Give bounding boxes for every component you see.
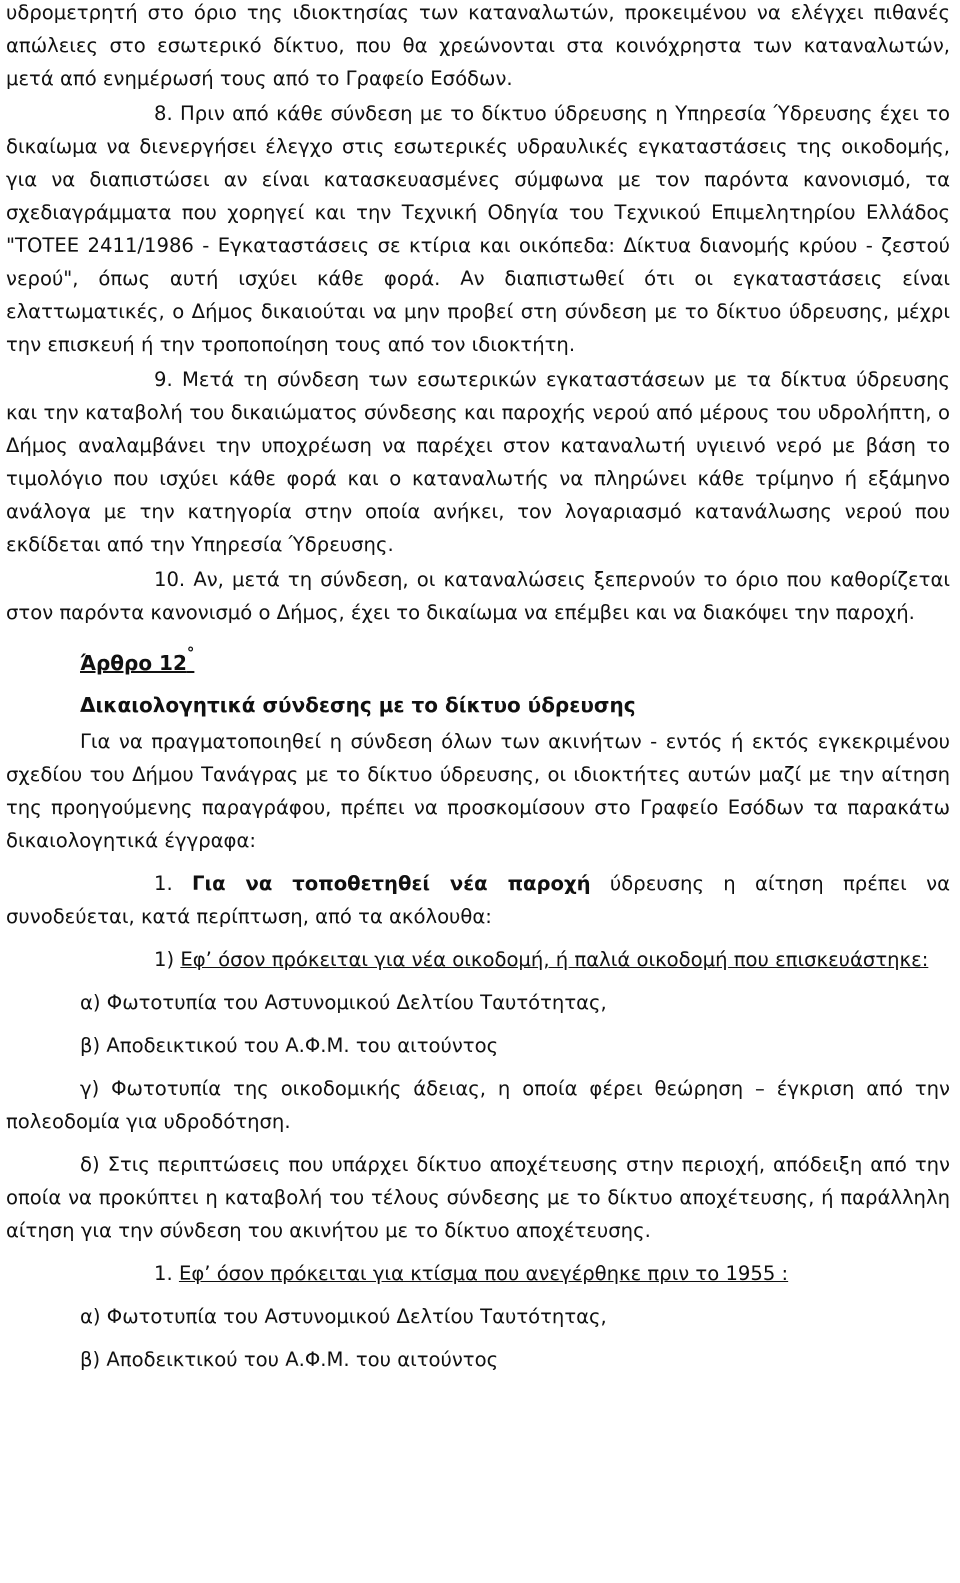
paragraph-9 xyxy=(6,363,950,561)
point-text: ύδρευσης η αίτηση πρέπει να συνοδεύεται, κατά περίπτωση, από τα ακόλουθα: xyxy=(6,872,950,928)
paragraph-8 xyxy=(6,97,950,361)
case-number: 1. xyxy=(154,1262,173,1285)
point-1 xyxy=(6,867,950,933)
paragraph-number: 9. xyxy=(154,368,173,391)
case-number: 1) xyxy=(154,948,175,971)
point-number: 1. xyxy=(154,872,173,895)
list-item: α) Φωτοτυπία του Αστυνομικού Δελτίου Ταυτότητας, xyxy=(80,991,607,1014)
article-subtitle: Δικαιολογητικά σύνδεσης με το δίκτυο ύδρευσης xyxy=(80,693,636,717)
article-title xyxy=(6,635,950,681)
point-bold-text: Για να τοποθετηθεί νέα παροχή xyxy=(192,872,591,895)
list-item: α) Φωτοτυπία του Αστυνομικού Δελτίου Ταυτότητας, xyxy=(80,1305,607,1328)
list-item: β) Αποδεικτικού του Α.Φ.Μ. του αιτούντος xyxy=(80,1034,499,1057)
intro-paragraph: υδρομετρητή στο όριο της ιδιοκτησίας των καταναλωτών, προκειμένου να ελέγχει πιθανές απώλειες στο εσωτερικό δίκτυο, που θα χρεώνονται στα κοινόχρηστα των καταναλωτών, μετά από ενημέρωσή τους από το Γραφείο Εσόδων. xyxy=(6,1,950,90)
list-item: δ) Στις περιπτώσεις που υπάρχει δίκτυο αποχέτευσης στην περιοχή, απόδειξη από την οποία να προκύπτει η καταβολή του τέλους σύνδεσης με το δίκτυο αποχέτευσης, ή παράλληλη αίτηση για την σύνδεση του ακινήτου με το δίκτυο αποχέτευσης. xyxy=(6,1153,950,1242)
paragraph-number: 8. xyxy=(154,102,173,125)
case-text: Εφ’ όσον πρόκειται για νέα οικοδομή, ή παλιά οικοδομή που επισκευάστηκε: xyxy=(180,948,929,971)
list-item: β) Αποδεικτικού του Α.Φ.Μ. του αιτούντος xyxy=(80,1348,499,1371)
paragraph-number: 10. xyxy=(154,568,186,591)
paragraph-text: Μετά τη σύνδεση των εσωτερικών εγκαταστάσεων με τα δίκτυα ύδρευσης και την καταβολή του δικαιώματος σύνδεσης και παροχής νερού από μέρους του υδρολήπτη, ο Δήμος αναλαμβάνει την υποχρέωση να παρέχει στον καταναλωτή υγιεινό νερό με βάση το τιμολόγιο που ισχύει κάθε φορά και ο καταναλωτής να πληρώνει κάθε τρίμηνο ή εξάμηνο ανάλογα με την κατηγορία στην οποία ανήκει, τον λογαριασμό κατανάλωσης νερού που εκδίδεται από την Υπηρεσία Ύδρευσης. xyxy=(6,368,950,556)
article-intro: Για να πραγματοποιηθεί η σύνδεση όλων των ακινήτων - εντός ή εκτός εγκεκριμένου σχεδίου του Δήμου Τανάγρας με το δίκτυο ύδρευσης, οι ιδιοκτήτες αυτών μαζί με την αίτηση της προηγούμενης παραγράφου, πρέπει να προσκομίσουν στο Γραφείο Εσόδων τα παρακάτω δικαιολογητικά έγγραφα: xyxy=(6,730,950,852)
list-item: γ) Φωτοτυπία της οικοδομικής άδειας, η οποία φέρει θεώρηση – έγκριση από την πολεοδομία για υδροδότηση. xyxy=(6,1077,950,1133)
paragraph-10 xyxy=(6,563,950,629)
degree-sign: ° xyxy=(186,644,195,662)
case-1 xyxy=(6,943,950,976)
paragraph-text: Αν, μετά τη σύνδεση, οι καταναλώσεις ξεπερνούν το όριο που καθορίζεται στον παρόντα κανονισμό ο Δήμος, έχει το δικαίωμα να επέμβει και να διακόψει την παροχή. xyxy=(6,568,950,624)
paragraph-text: Πριν από κάθε σύνδεση με το δίκτυο ύδρευσης η Υπηρεσία Ύδρευσης έχει το δικαίωμα να διενεργήσει έλεγχο στις εσωτερικές υδραυλικές εγκαταστάσεις της οικοδομής, για να διαπιστώσει αν είναι κατασκευασμένες σύμφωνα με τον παρόντα κανονισμό, τα σχεδιαγράμματα που χορηγεί και την Τεχνική Οδηγία του Τεχνικού Επιμελητηρίου Ελλάδος "ΤΟΤΕΕ 2411/1986 - Εγκαταστάσεις σε κτίρια και οικόπεδα: Δίκτυα διανομής κρύου - ζεστού νερού", όπως αυτή ισχύει κάθε φορά. Αν διαπιστωθεί ότι οι εγκαταστάσεις είναι ελαττωματικές, ο Δήμος δικαιούται να μην προβεί στη σύνδεση με το δίκτυο ύδρευσης, μέχρι την επισκευή ή την τροποποίηση τους από τον ιδιοκτήτη. xyxy=(6,102,950,356)
article-title-text: Άρθρο 12 xyxy=(80,651,187,675)
case-2 xyxy=(6,1257,950,1290)
case-text: Εφ’ όσον πρόκειται για κτίσμα που ανεγέρθηκε πριν το 1955 : xyxy=(178,1262,789,1285)
